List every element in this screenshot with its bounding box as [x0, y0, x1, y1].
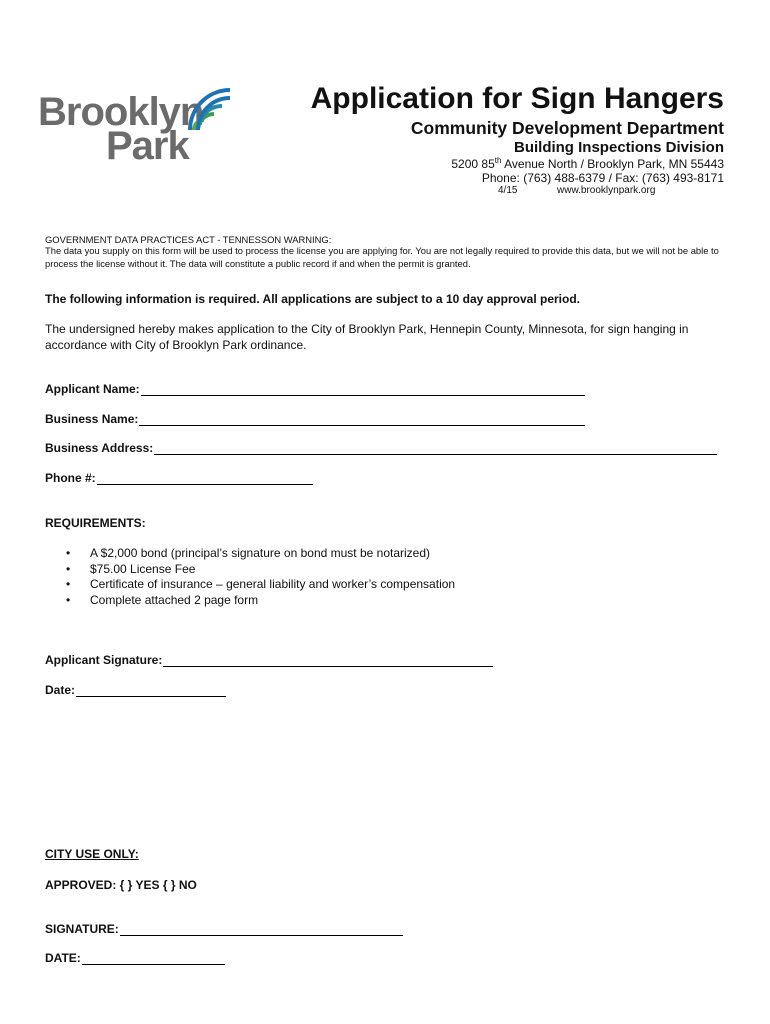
office-address	[451, 156, 724, 171]
logo-text-park: Park	[106, 124, 189, 168]
phone-input[interactable]	[97, 472, 313, 485]
applicant-name-field	[45, 382, 585, 396]
applicant-signature-input[interactable]	[163, 654, 493, 667]
required-note: The following information is required. All applications are subject to a 10 day approval period.	[45, 292, 580, 306]
requirement-item: • Complete attached 2 page form	[66, 593, 455, 609]
revision-date: 4/15	[498, 185, 518, 196]
business-name-label: Business Name:	[45, 412, 139, 426]
city-signature-field	[45, 922, 403, 936]
requirements-list	[66, 546, 455, 608]
requirement-item: • Certificate of insurance – general liability and worker’s compensation	[66, 577, 455, 593]
phone-label: Phone #:	[45, 471, 96, 485]
requirements-title: REQUIREMENTS:	[45, 516, 146, 530]
city-date-field	[45, 951, 225, 965]
applicant-name-input[interactable]	[141, 383, 585, 396]
date-label: Date:	[45, 683, 76, 697]
brooklyn-park-logo	[36, 80, 236, 168]
city-signature-label: SIGNATURE:	[45, 922, 119, 936]
business-address-label: Business Address:	[45, 441, 154, 455]
date-input[interactable]	[76, 684, 226, 697]
department-name: Community Development Department	[410, 118, 724, 138]
applicant-name-label: Applicant Name:	[45, 382, 140, 396]
page-title: Application for Sign Hangers	[310, 82, 724, 115]
warning-title: GOVERNMENT DATA PRACTICES ACT - TENNESSON WARNING:	[45, 234, 332, 245]
phone-field	[45, 471, 313, 485]
warning-body: The data you supply on this form will be used to process the license you are applying for. You are not legally required to provide this data, but we will not be able to process the license without it. The data will constitute a public record if and when the permit is granted.	[45, 245, 719, 269]
logo-text-brooklyn: Brooklyn	[38, 90, 204, 134]
business-address-input[interactable]	[154, 442, 717, 455]
business-name-field	[45, 412, 585, 426]
undersigned-statement: The undersigned hereby makes application to the City of Brooklyn Park, Hennepin County, Minnesota, for sign hanging in accordance with City of Brooklyn Park ordinance.	[45, 322, 689, 352]
city-use-title: CITY USE ONLY:	[45, 847, 139, 861]
business-address-field	[45, 441, 717, 455]
address-sup: th	[494, 156, 502, 165]
business-name-input[interactable]	[139, 413, 585, 426]
city-date-input[interactable]	[82, 952, 225, 965]
requirement-item: • $75.00 License Fee	[66, 562, 455, 578]
division-name: Building Inspections Division	[513, 139, 724, 156]
logo-arcs-icon	[186, 80, 230, 130]
applicant-signature-field	[45, 653, 493, 667]
requirement-item: • A $2,000 bond (principal’s signature on bond must be notarized)	[66, 546, 455, 562]
phone-fax: Phone: (763) 488-6379 / Fax: (763) 493-8171	[481, 171, 724, 185]
address-suffix: Avenue North / Brooklyn Park, MN 55443	[501, 157, 724, 171]
address-prefix: 5200 85	[451, 157, 495, 171]
city-signature-input[interactable]	[120, 923, 403, 936]
website: www.brooklynpark.org	[557, 185, 656, 196]
applicant-signature-label: Applicant Signature:	[45, 653, 163, 667]
city-date-label: DATE:	[45, 951, 81, 965]
date-field	[45, 683, 226, 697]
approved-options[interactable]: APPROVED: { } YES { } NO	[45, 878, 197, 892]
